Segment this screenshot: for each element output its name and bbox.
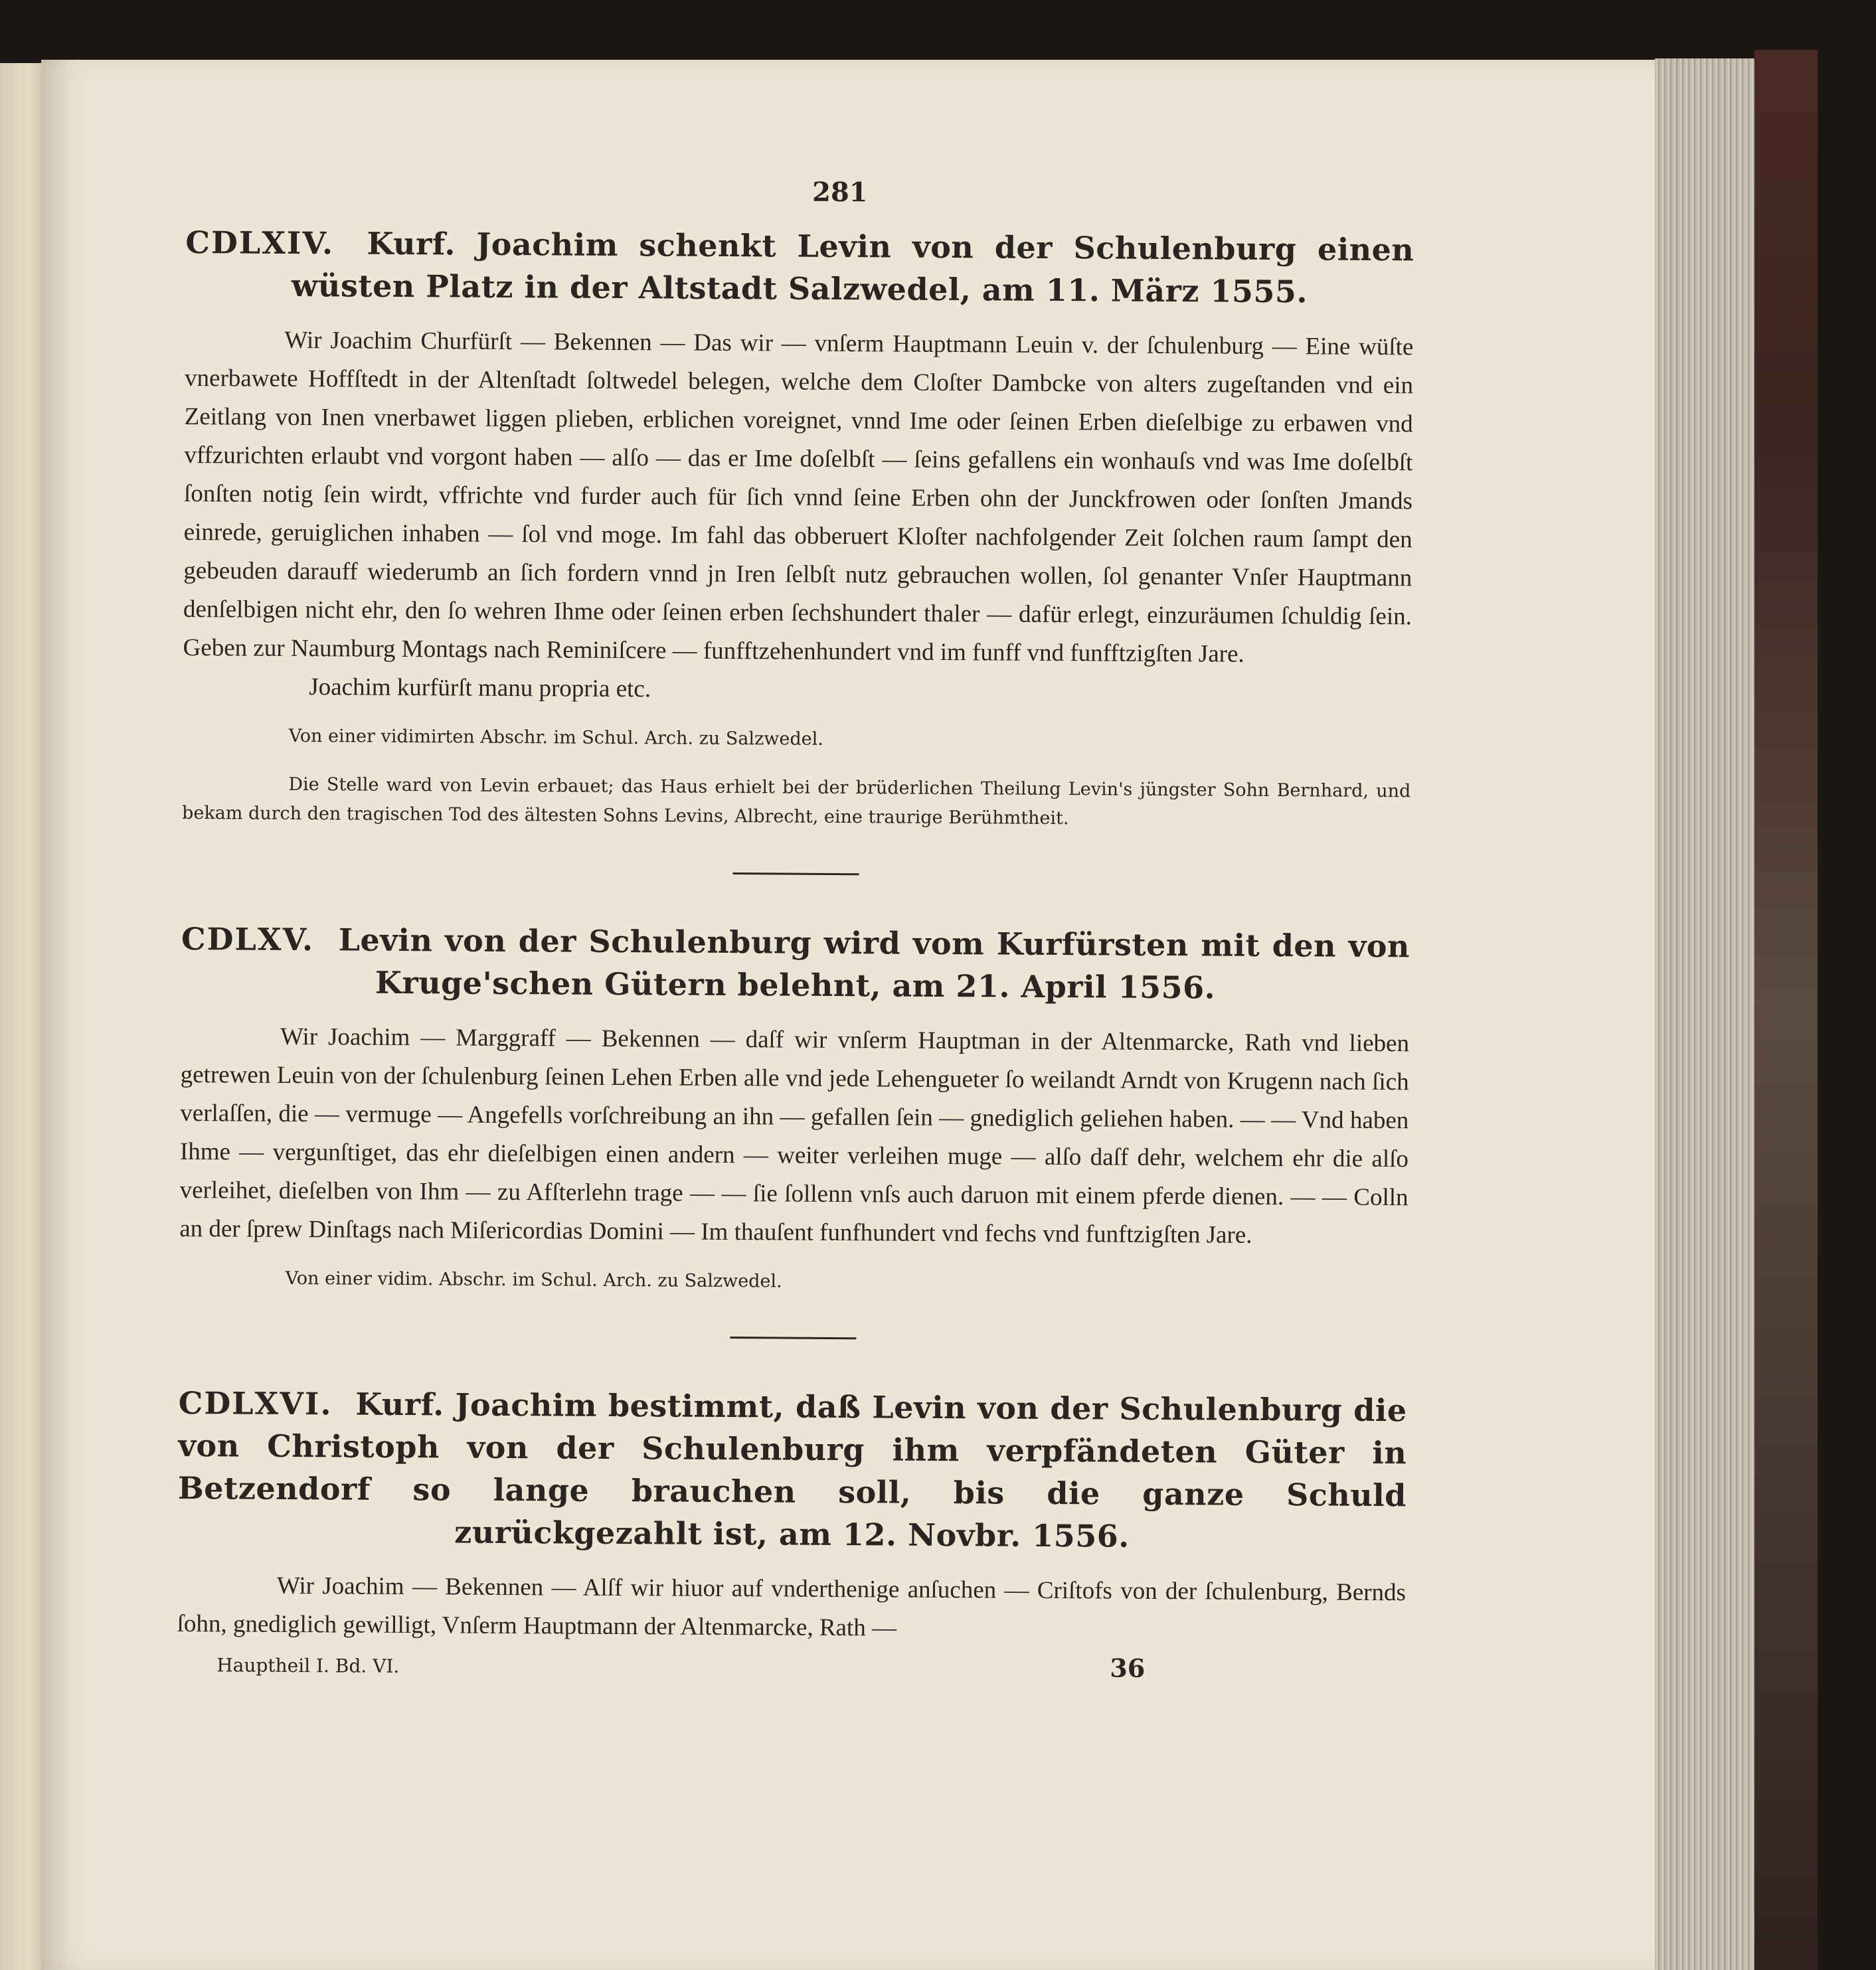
section-divider xyxy=(733,872,859,875)
facing-page-edge xyxy=(0,63,46,1970)
page-block-edges xyxy=(1655,58,1754,1970)
section-divider xyxy=(730,1337,856,1339)
document-heading xyxy=(177,1382,1407,1559)
document-body: Wir Joachim — Bekennen — Alſf wir hiuor auf vnderthenige anſuchen — Criſtofs von der ſchulenburg, Bernds ſohn, gnediglich gewilligt, Vnſerm Hauptmann der Altenmarcke, Rath — xyxy=(177,1572,1407,1642)
document-body: Wir Joachim Churfürſt — Bekennen — Das wir — vnſerm Hauptmann Leuin v. der ſchulenburg — Eine wüſte vnerbawete Hoffſtedt in der Altenſtadt ſoltwedel belegen, welche dem Cloſter Dambcke von alters zugeſtanden vnd ein Zeitlang von Inen vnerbawet liggen plieben, erblichen voreignet, vnnd Ime oder ſeinen Erben dieſelbige zu erbawen vnd vffzurichten erlaubt vnd vorgont haben — alſo — das er Ime doſelbſt — ſeins gefallens ein wonhauſs vnd was Ime doſelbſt ſonſten notig ſein wirdt, vffrichte vnd furder auch für ſich vnnd ſeine Erben ohn der Junckfrowen oder ſonſten Jmands einrede, geruiglichen inhaben — ſol vnd moge. Im fahl das obberuert Kloſter nachfolgender Zeit ſolchen raum ſampt den gebeuden darauff wiederumb an ſich fordern vnnd jn Iren ſelbſt nutz gebrauchen wollen, ſol genanter Vnſer Hauptmann denſelbigen nicht ehr, den ſo wehren Ihme oder ſeinen erben ſechshundert thaler — dafür erlegt, einzuräumen ſchuldig ſein. Geben zur Naumburg Montags nach Reminiſcere — funfftzehenhundert vnd im funff vnd funfftzigſten Jare. xyxy=(183,326,1414,668)
page-content xyxy=(177,173,1414,1684)
document-source: Von einer vidim. Abschr. im Schul. Arch. zu Salzwedel. xyxy=(285,1268,782,1292)
document-heading xyxy=(185,221,1414,313)
book-cover xyxy=(1754,50,1818,1970)
document-number: CDLXIV. xyxy=(185,224,335,262)
page-number: 281 xyxy=(811,176,868,208)
folio-number: 36 xyxy=(1110,1653,1146,1683)
document-heading xyxy=(181,918,1410,1010)
document-note: Die Stelle ward von Levin erbauet; das Haus erhielt bei der brüderlichen Theilung Levin's jüngster Sohn Bernhard, und bekam durch den tragischen Tod des ältesten Sohns Levins, Albrecht, eine traurige Berühmtheit. xyxy=(182,774,1411,829)
document-number: CDLXV. xyxy=(181,920,315,958)
document-body: Wir Joachim — Marggraff — Bekennen — daſf wir vnſerm Hauptman in der Altenmarcke, Rath vnd lieben getrewen Leuin von der ſchulenburg ſeinen Lehen Erben alle vnd jede Lehengueter ſo weilandt Arndt von Krugenn nach ſich verlaſſen, die — vermuge — Angefells vorſchreibung an ihn — gefallen ſein — gnediglich geliehen haben. — — Vnd haben Ihme — vergunſtiget, das ehr dieſelbigen einen andern — weiter verleihen muge — alſo daſf dehr, welchem ehr die alſo verleihet, dieſelben von Ihm — zu Afſterlehn trage — — ſie ſollenn vnſs auch daruon mit einem pferde dienen. — — Colln an der ſprew Dinſtags nach Miſericordias Domini — Im thauſent funfhundert vnd fechs vnd funftzigſten Jare. xyxy=(179,1023,1410,1249)
document-title: Kurf. Joachim bestimmt, daß Levin von der Schulenburg die von Christoph von der Schulenburg ihm verpfändeten Güter in Betzendorf so lange brauchen soll, bis die ganze Schuld zurückgezahlt ist, am 12. Novbr. 1556. xyxy=(177,1386,1407,1554)
document-cdlxvi xyxy=(177,1382,1407,1651)
document-cdlxv xyxy=(179,918,1410,1299)
document-title: Kurf. Joachim schenkt Levin von der Schulenburg einen wüsten Platz in der Altstadt Salzwedel, am 11. März 1555. xyxy=(291,225,1414,310)
document-source: Von einer vidimirten Abschr. im Schul. Arch. zu Salzwedel. xyxy=(288,725,823,750)
document-cdlxiv xyxy=(182,221,1414,835)
document-signature: Joachim kurfürſt manu propria etc. xyxy=(309,673,651,703)
document-title: Levin von der Schulenburg wird vom Kurfürsten mit den von Kruge'schen Gütern belehnt, am 21. April 1556. xyxy=(338,922,1410,1006)
signature-mark: Hauptheil I. Bd. VI. xyxy=(216,1654,400,1678)
document-number: CDLXVI. xyxy=(178,1384,333,1422)
